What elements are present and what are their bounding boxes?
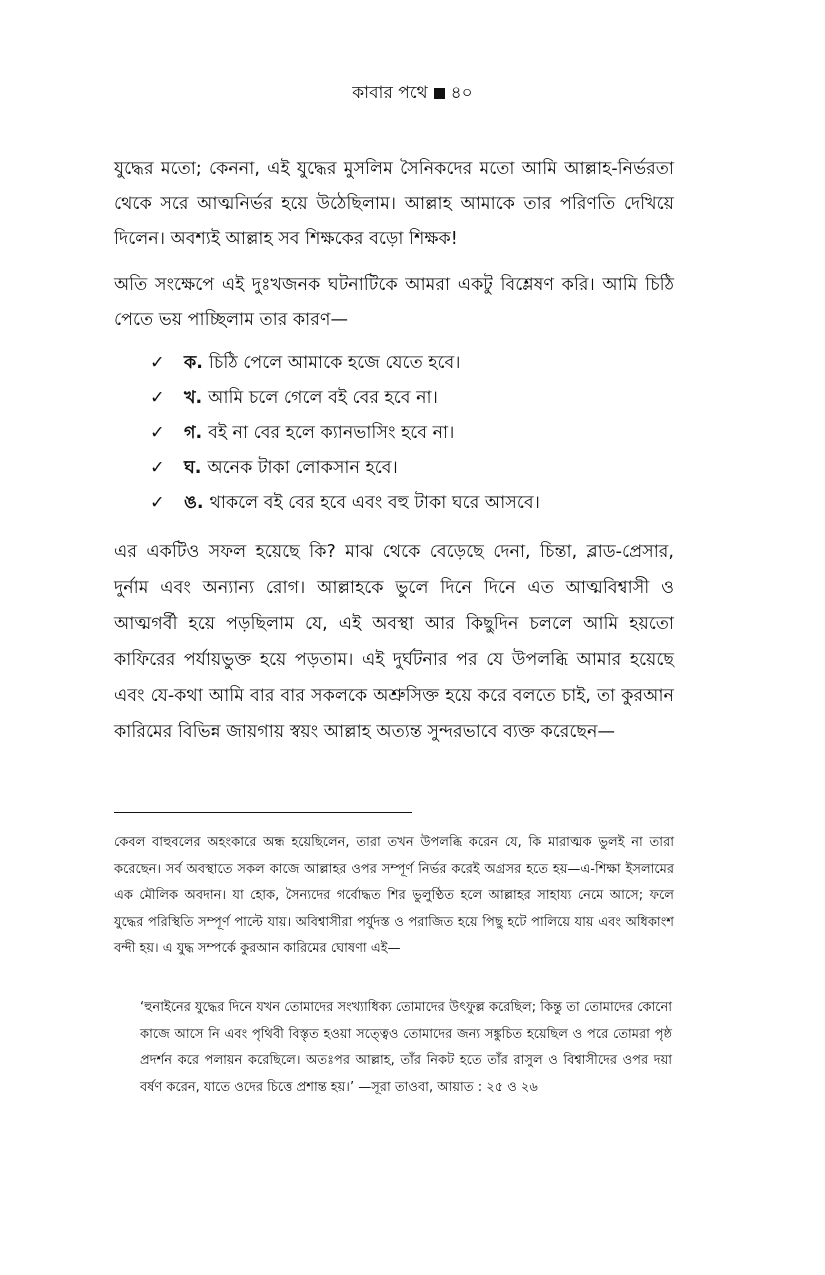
item-text: বই না বের হলে ক্যানভাসিং হবে না। (208, 423, 455, 443)
list-item (150, 486, 670, 521)
list-item (150, 346, 670, 381)
book-title: কাবার পথে (352, 83, 428, 103)
item-text: চিঠি পেলে আমাকে হজে যেতে হবে। (208, 353, 461, 373)
paragraph-3: এর একটিও সফল হয়েছে কি? মাঝ থেকে বেড়েছে দেনা, চিন্তা, ব্লাড-প্রেসার, দুর্নাম এবং অন্যান্য রোগ। আল্লাহকে ভুলে দিনে দিনে এত আত্মবিশ্বাসী ও আত্মগর্বী হয়ে পড়ছিলাম যে, এই অবস্থা আর কিছুদিন চললে আমি হয়তো কাফিরের পর্যায়ভুক্ত হয়ে পড়তাম। এই দুর্ঘটনার পর যে উপলব্ধি আমার হয়েছে এবং যে-কথা আমি বার বার সকলকে অশ্রুসিক্ত হয়ে করে বলতে চাই, তা কুরআন কারিমের বিভিন্ন জায়গায় স্বয়ং আল্লাহ অত্যন্ত সুন্দরভাবে ব্যক্ত করেছেন— (114, 542, 674, 742)
list-item (150, 416, 670, 451)
item-label: ক. (184, 353, 203, 373)
item-text: আমি চলে গেলে বই বের হবে না। (208, 388, 438, 408)
item-label: গ. (184, 423, 203, 443)
list-item (150, 381, 670, 416)
reasons-checklist (150, 346, 670, 521)
running-header (0, 80, 825, 108)
item-text: অনেক টাকা লোকসান হবে। (207, 458, 398, 478)
footnote-quote: ‘হুনাইনের যুদ্ধের দিনে যখন তোমাদের সংখ্যাধিক্য তোমাদের উৎফুল্ল করেছিল; কিন্তু তা তোমাদের কোনো কাজে আসে নি এবং পৃথিবী বিস্তৃত হওয়া সত্ত্বেও তোমাদের জন্য সঙ্কুচিত হয়েছিল ও পরে তোমরা পৃষ্ঠ প্রদর্শন করে পলায়ন করেছিলে। অতঃপর আল্লাহ, তাঁর নিকট হতে তাঁর রাসুল ও বিশ্বাসীদের ওপর দয়া বর্ষণ করেন, যাতে ওদের চিত্তে প্রশান্ত হয়।’ —সূরা তাওবা, আয়াত : ২৫ ও ২৬ (140, 1000, 672, 1095)
item-label: ঙ. (184, 493, 204, 513)
paragraph-2: অতি সংক্ষেপে এই দুঃখজনক ঘটনাটিকে আমরা একটু বিশ্লেষণ করি। আমি চিঠি পেতে ভয় পাচ্ছিলাম তার কারণ— (114, 275, 674, 330)
check-icon: ✓ (150, 458, 165, 478)
item-text: থাকলে বই বের হবে এবং বহু টাকা ঘরে আসবে। (209, 493, 540, 513)
item-label: ঘ. (184, 458, 202, 478)
item-label: খ. (184, 388, 203, 408)
list-item (150, 451, 670, 486)
check-icon: ✓ (150, 388, 165, 408)
square-bullet-icon (434, 88, 445, 99)
check-icon: ✓ (150, 493, 165, 513)
footnote-divider (114, 812, 412, 813)
check-icon: ✓ (150, 423, 165, 443)
check-icon: ✓ (150, 353, 165, 373)
page-number: ৪০ (450, 83, 473, 103)
footnote-text: কেবল বাহুবলের অহংকারে অন্ধ হয়েছিলেন, তারা তখন উপলব্ধি করেন যে, কি মারাত্মক ভুলই না তারা করেছেন। সর্ব অবস্থাতে সকল কাজে আল্লাহর ওপর সম্পূর্ণ নির্ভর করেই অগ্রসর হতে হয়—এ-শিক্ষা ইসলামের এক মৌলিক অবদান। যা হোক, সৈন্যদের গর্বোদ্ধত শির ভুলুণ্ঠিত হলে আল্লাহর সাহায্য নেমে আসে; ফলে যুদ্ধের পরিস্থিতি সম্পূর্ণ পাল্টে যায়। অবিশ্বাসীরা পর্যুদস্ত ও পরাজিত হয়ে পিছু হটে পালিয়ে যায় এবং অধিকাংশ বন্দী হয়। এ যুদ্ধ সম্পর্কে কুরআন কারিমের ঘোষণা এই— (114, 835, 674, 956)
paragraph-1: যুদ্ধের মতো; কেননা, এই যুদ্ধের মুসলিম সৈনিকদের মতো আমি আল্লাহ-নির্ভরতা থেকে সরে আত্মনির্ভর হয়ে উঠেছিলাম। আল্লাহ আমাকে তার পরিণতি দেখিয়ে দিলেন। অবশ্যই আল্লাহ সব শিক্ষকের বড়ো শিক্ষক! (114, 159, 674, 249)
